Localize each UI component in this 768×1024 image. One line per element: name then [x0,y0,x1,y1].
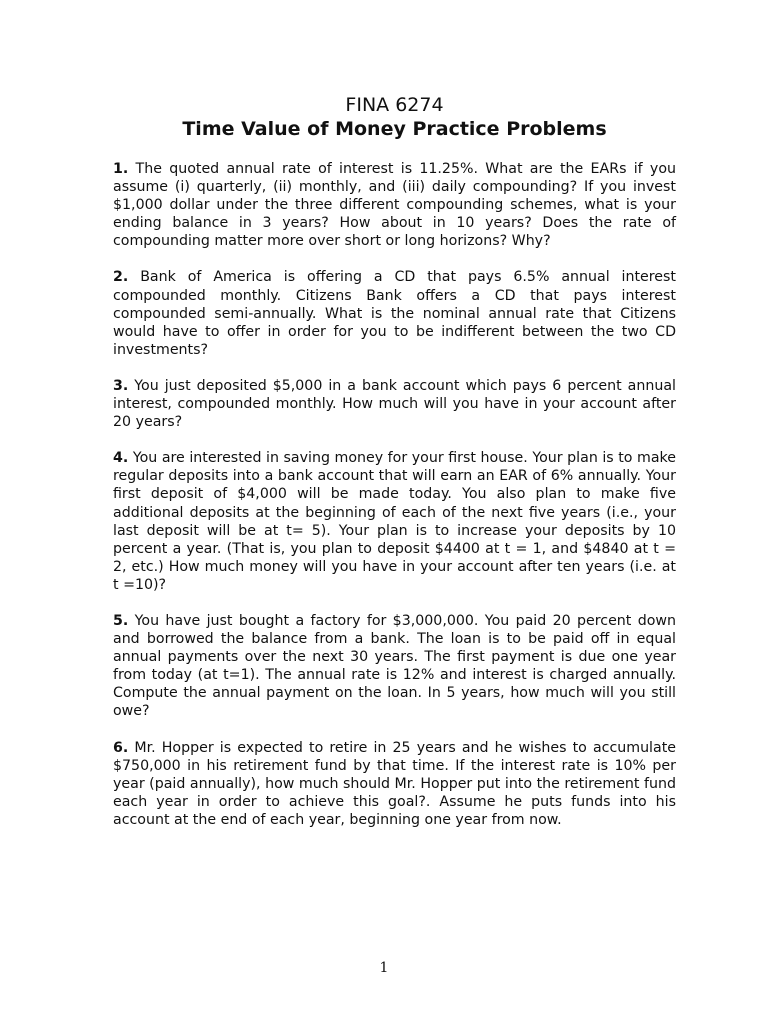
problem-2 [113,268,676,358]
problem-text: You are interested in saving money for your first house. Your plan is to make regular deposits into a bank account that will earn an EAR of 6% annually. Your first deposit of $4,000 will be made today. You also plan to make five additional deposits at the beginning of each of the next five years (i.e., your last deposit will be at t= 5). Your plan is to increase your deposits by 10 percent a year. (That is, you plan to deposit $4400 at t = 1, and $4840 at t = 2, etc.) How much money will you have in your account after ten years (i.e. at t =10)? [113,450,676,593]
problem-3 [113,377,676,431]
problem-number: 1. [113,161,129,177]
problem-5 [113,612,676,721]
page-number: 1 [379,960,389,976]
problem-4 [113,449,676,594]
problem-text: You just deposited $5,000 in a bank account which pays 6 percent annual interest, compounded monthly. How much will you have in your account after 20 years? [113,377,676,431]
document-title: Time Value of Money Practice Problems [182,118,607,140]
problem-text: You have just bought a factory for $3,000,000. You paid 20 percent down and borrowed the balance from a bank. The loan is to be paid off in equal annual payments over the next 30 years. The first payment is due one year from today (at t=1). The annual rate is 12% and interest is charged annually. Compute the annual payment on the loan. In 5 years, how much will you still owe? [113,612,676,720]
problem-number: 3. [113,377,129,394]
problem-1 [113,160,676,250]
problem-text: Bank of America is offering a CD that pays 6.5% annual interest compounded monthly. Citizens Bank offers a CD that pays interest compounded semi-annually. What is the nominal annual rate that Citizens would have to offer in order for you to be indifferent between the two CD investments? [113,269,676,358]
problem-number: 6. [113,739,129,756]
problem-text: Mr. Hopper is expected to retire in 25 years and he wishes to accumulate $750,000 in his retirement fund by that time. If the interest rate is 10% per year (paid annually), how much should Mr. Hopper put into the retirement fund each year in order to achieve this goal?. Assume he puts funds into his account at the end of each year, beginning one year from now. [113,739,676,828]
problem-6 [113,739,676,829]
problem-text: The quoted annual rate of interest is 11.25%. What are the EARs if you assume (i) quarterly, (ii) monthly, and (iii) daily compounding? If you invest $1,000 dollar under the three different compounding schemes, what is your ending balance in 3 years? How about in 10 years? Does the rate of compounding matter more over short or long horizons? Why? [113,161,676,250]
problem-list [113,160,676,847]
problem-number: 4. [113,450,129,467]
course-code: FINA 6274 [345,94,444,116]
problem-number: 5. [113,612,129,629]
problem-number: 2. [113,269,129,286]
title-block [113,93,676,141]
